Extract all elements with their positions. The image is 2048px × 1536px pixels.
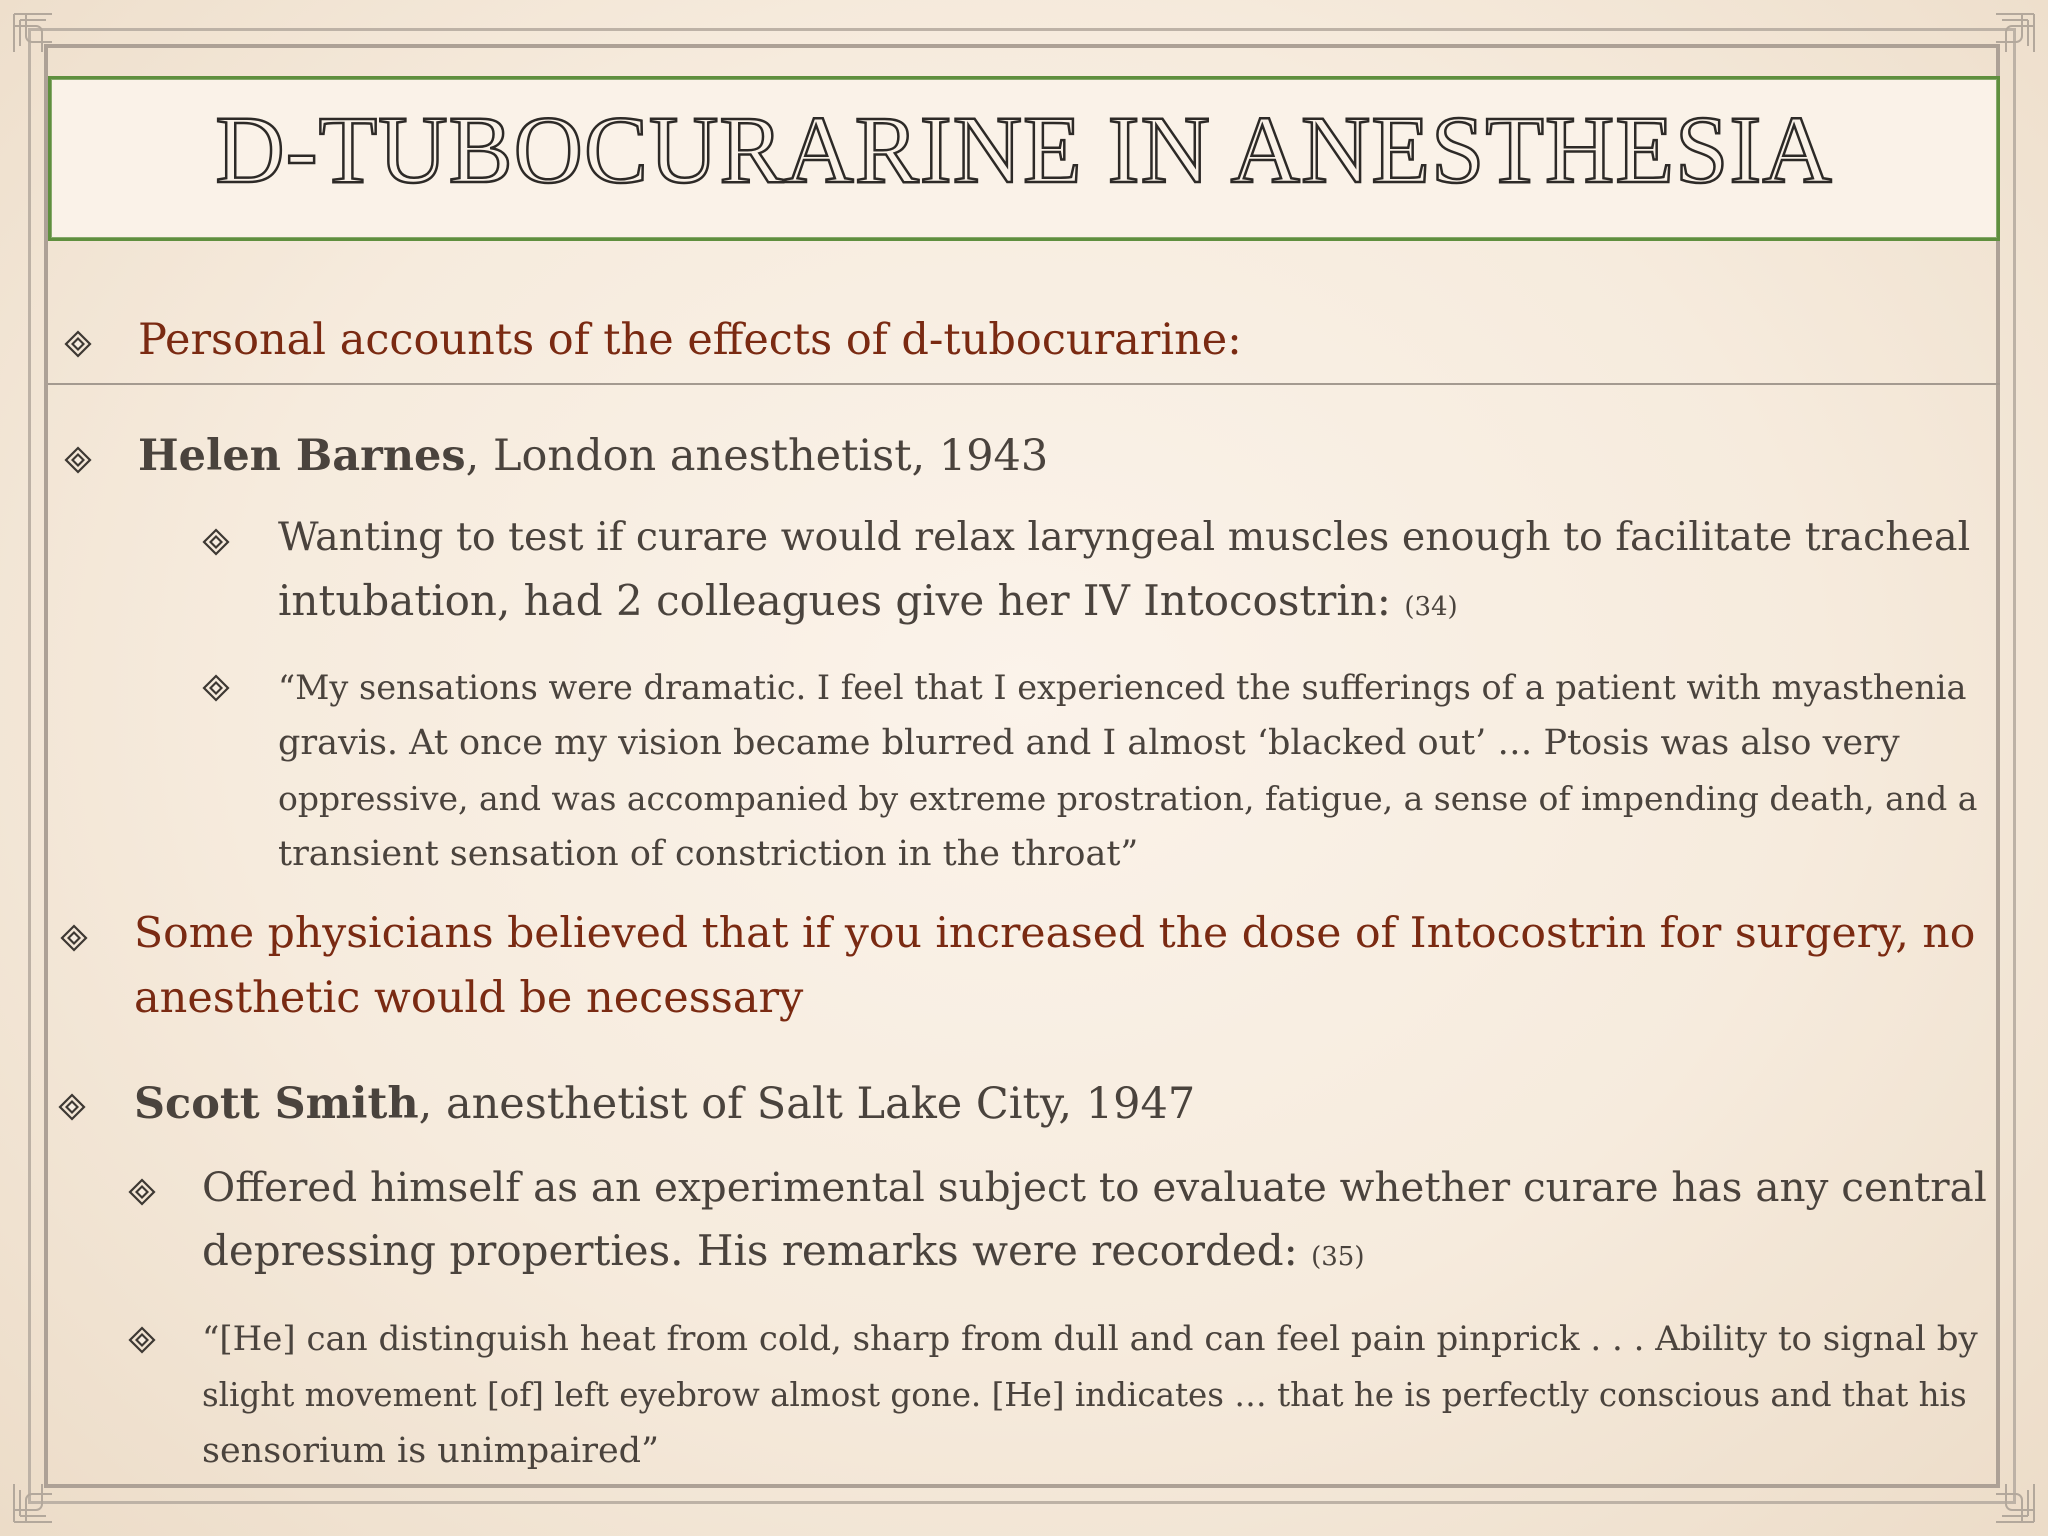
corner-ornament-icon [1992,10,2038,56]
section-divider [48,383,2000,385]
barnes-name: Helen Barnes [138,431,466,481]
bullet-icon [64,446,92,474]
corner-ornament-icon [10,10,56,56]
bullet-icon [58,1093,86,1121]
bullet-icon [202,674,230,702]
barnes-quote-line: oppressive, and was accompanied by extreme prostration, fatigue, a sense of impending death, and a [278,779,1978,818]
reference-34: (34) [1404,592,1458,622]
barnes-point-line-1: Wanting to test if curare would relax laryngeal muscles enough to facilitate tracheal [278,514,1971,560]
smith-point-text: depressing properties. His remarks were recorded: [202,1226,1298,1275]
barnes-description: , London anesthetist, 1943 [465,431,1049,481]
bullet-icon [128,1326,156,1354]
corner-ornament-icon [10,1480,56,1526]
barnes-quote-line: “My sensations were dramatic. I feel that I experienced the sufferings of a patient with myasthenia [278,668,1967,707]
smith-point-line-2 [202,1219,1365,1289]
physicians-line-2: anesthetic would be necessary [134,973,804,1023]
smith-quote-line: sensorium is unimpaired” [202,1431,659,1471]
barnes-heading [138,424,1048,488]
physicians-line-1: Some physicians believed that if you increased the dose of Intocostrin for surgery, no [134,909,1976,958]
corner-ornament-icon [1992,1480,2038,1526]
barnes-point-text: intubation, had 2 colleagues give her IV Intocostrin: [278,576,1391,625]
bullet-icon [202,528,230,556]
barnes-point-line-2 [278,569,1458,639]
smith-point-line-1: Offered himself as an experimental subject to evaluate whether curare has any central [202,1163,1987,1211]
smith-heading [134,1072,1195,1136]
smith-description: , anesthetist of Salt Lake City, 1947 [418,1079,1196,1129]
intro-text: Personal accounts of the effects of d-tubocurarine: [138,315,1242,365]
bullet-icon [64,330,92,358]
bullet-icon [60,924,88,952]
smith-name: Scott Smith [134,1079,419,1129]
reference-35: (35) [1311,1242,1365,1272]
barnes-quote-line: gravis. At once my vision became blurred and I almost ‘blacked out’ … Ptosis was also very [278,723,1900,763]
smith-quote-line: “[He] can distinguish heat from cold, sharp from dull and can feel pain pinprick . . . Ability to signal by [202,1319,1978,1359]
smith-quote-line: slight movement [of] left eyebrow almost gone. [He] indicates … that he is perfectly conscious and that his [202,1376,1967,1414]
bullet-icon [128,1178,156,1206]
barnes-quote-line: transient sensation of constriction in the throat” [278,834,1139,874]
slide-title: D-TUBOCURARINE IN ANESTHESIA [215,96,1833,203]
